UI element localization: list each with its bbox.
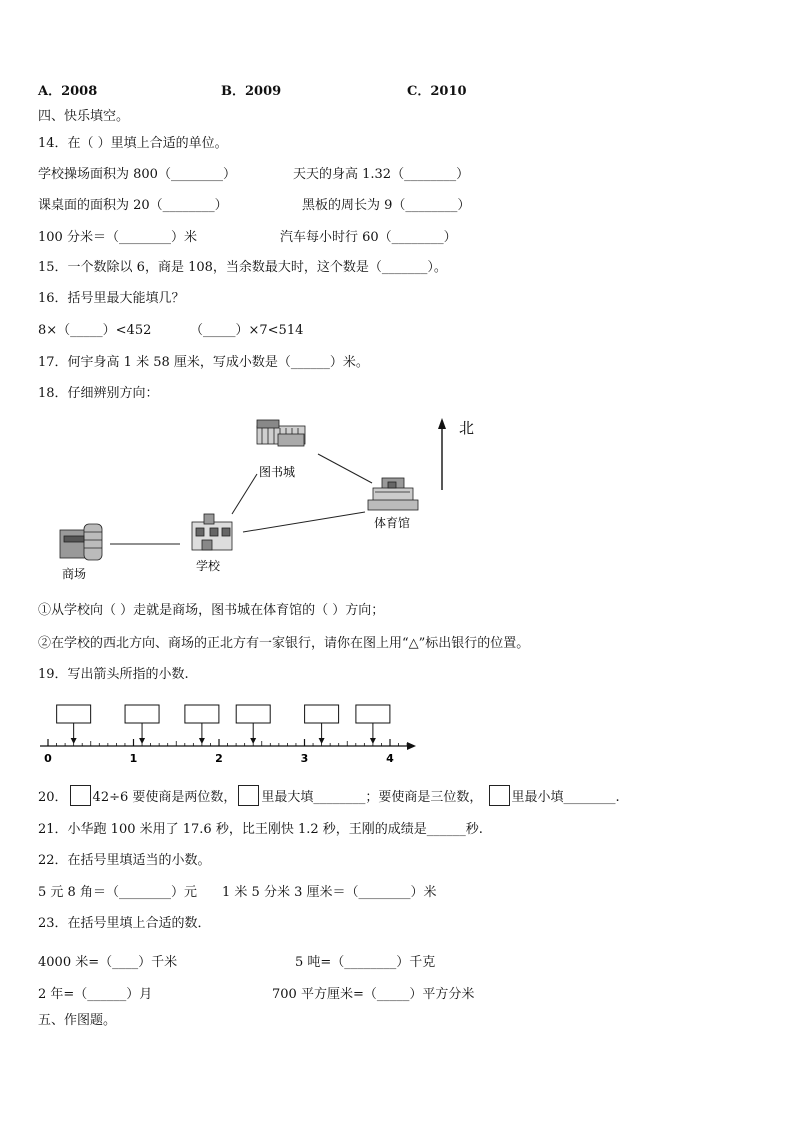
- q23-item-b: 5 吨=（________）千克: [295, 955, 436, 970]
- library-building-icon: [257, 420, 305, 446]
- pointer-arrow-icon: [319, 738, 325, 744]
- mall-label: 商场: [62, 567, 87, 581]
- section-5-heading: 五、作图题。: [38, 1013, 117, 1028]
- section-4-heading: 四、快乐填空。: [38, 109, 130, 124]
- q16-item-a: 8×（_____）<452: [38, 323, 152, 338]
- pointer-arrow-icon: [71, 738, 77, 744]
- gym-building-icon: [368, 478, 418, 510]
- q16-title: 16．括号里最大能填几？: [38, 291, 185, 306]
- q20-part-2: 里最大填________；要使商是三位数，: [261, 790, 483, 805]
- q14-item: 天天的身高 1.32（________）: [293, 167, 470, 182]
- q23-title: 23．在括号里填上合适的数．: [38, 916, 211, 931]
- q23-item-c: 2 年=（______）月: [38, 987, 153, 1002]
- line-school-library: [232, 474, 257, 514]
- pointer-arrow-icon: [370, 738, 376, 744]
- q20-text: [38, 785, 620, 809]
- q20-answer-box-3[interactable]: [489, 785, 510, 806]
- q14-title: 14．在（ ）里填上合适的单位。: [38, 136, 228, 151]
- q14-item: 学校操场面积为 800（________）: [38, 167, 236, 182]
- pointer-arrow-icon: [139, 738, 145, 744]
- q13-option-c: C．2010: [407, 84, 467, 99]
- q22-item-a: 5 元 8 角＝（________）元: [38, 885, 197, 900]
- answer-box: [185, 705, 219, 723]
- pointer-arrow-icon: [199, 738, 205, 744]
- q14-item: 黑板的周长为 9（________）: [302, 198, 471, 213]
- q23-item-a: 4000 米=（____）千米: [38, 955, 178, 970]
- tick-label: 2: [215, 752, 223, 765]
- tick-label: 1: [129, 752, 138, 765]
- q23-item-d: 700 平方厘米=（_____）平方分米: [272, 987, 475, 1002]
- q18-title: 18．仔细辨别方向：: [38, 386, 159, 401]
- q20-part-3: 里最小填________.: [511, 790, 620, 805]
- tick-label: 4: [386, 752, 394, 765]
- q18-subquestion-2: ②在学校的西北方向、商场的正北方有一家银行，请你在图上用“△”标出银行的位置。: [38, 636, 530, 651]
- north-label: 北: [459, 419, 475, 437]
- q17-text: 17．何宇身高 1 米 58 厘米，写成小数是（______）米。: [38, 355, 369, 370]
- school-label: 学校: [196, 559, 221, 573]
- q22-title: 22．在括号里填适当的小数。: [38, 853, 211, 868]
- gym-label: 体育馆: [374, 516, 411, 530]
- q20-answer-box-2[interactable]: [238, 785, 259, 806]
- answer-box: [125, 705, 159, 723]
- direction-map: [40, 410, 500, 590]
- answer-box: [356, 705, 390, 723]
- q13-option-a: A．2008: [38, 84, 98, 99]
- line-school-gym: [243, 512, 365, 532]
- answer-box: [305, 705, 339, 723]
- pointer-arrow-icon: [250, 738, 256, 744]
- q20-answer-box-1[interactable]: [70, 785, 91, 806]
- q20-number: 20．: [38, 790, 68, 805]
- answer-box: [57, 705, 91, 723]
- axis-arrowhead-icon: [407, 742, 416, 750]
- q18-subquestion-1: ①从学校向（ ）走就是商场，图书城在体育馆的（ ）方向；: [38, 603, 385, 618]
- answer-box: [236, 705, 270, 723]
- q14-item: 汽车每小时行 60（________）: [280, 230, 457, 245]
- tick-label: 0: [44, 752, 52, 765]
- number-line: [40, 700, 420, 766]
- tick-label: 3: [300, 752, 309, 765]
- q21-text: 21．小华跑 100 米用了 17.6 秒，比王刚快 1.2 秒，王刚的成绩是______秒.: [38, 822, 483, 837]
- q15-text: 15．一个数除以 6，商是 108，当余数最大时，这个数是（_______）。: [38, 260, 447, 275]
- q14-item: 100 分米＝（________）米: [38, 230, 197, 245]
- north-arrow-icon: [438, 418, 446, 490]
- q16-item-b: （_____）×7<514: [190, 323, 304, 338]
- q19-title: 19．写出箭头所指的小数.: [38, 667, 189, 682]
- school-building-icon: [192, 514, 232, 550]
- line-library-gym: [318, 454, 372, 483]
- mall-building-icon: [60, 524, 102, 560]
- q20-part-1: 42÷6 要使商是两位数，: [92, 790, 237, 805]
- q13-option-b: B．2009: [221, 84, 282, 99]
- q22-item-b: 1 米 5 分米 3 厘米＝（________）米: [222, 885, 437, 900]
- q14-item: 课桌面的面积为 20（________）: [38, 198, 228, 213]
- library-label: 图书城: [259, 465, 296, 479]
